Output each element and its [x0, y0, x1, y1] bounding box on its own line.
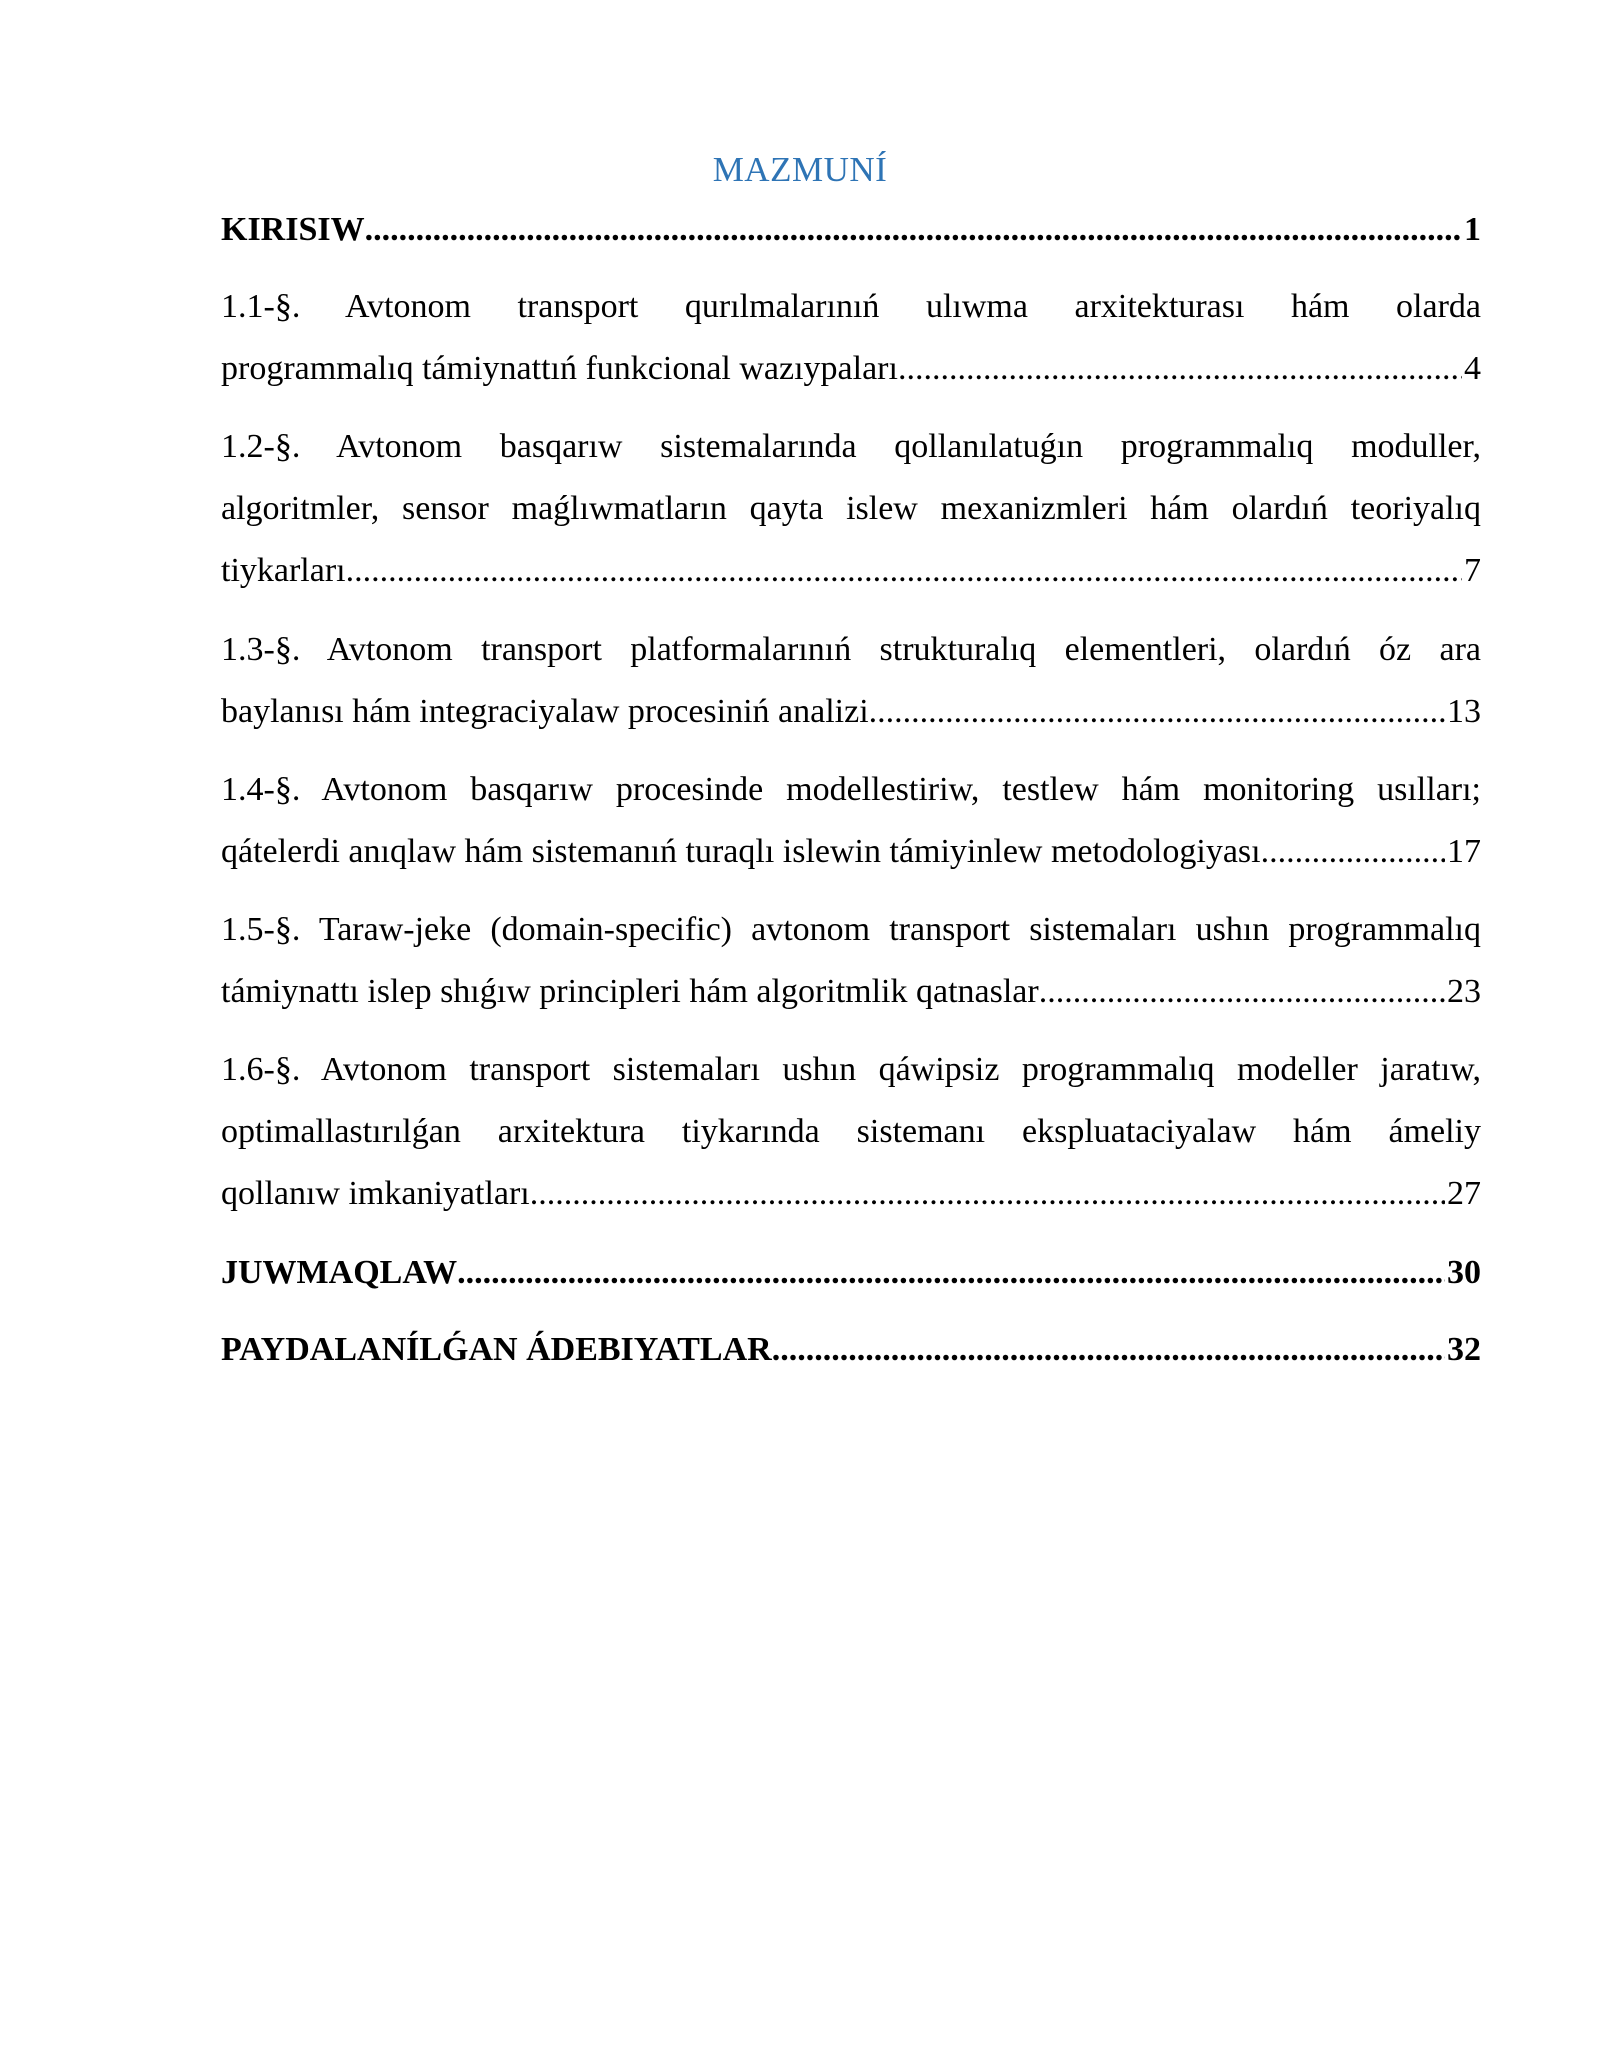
toc-entry-line: 1.6-§. Avtonom transport sistemaları ushın qáwipsiz programmalıq modeller jaratıw,	[221, 1051, 1481, 1088]
toc-entry-line: optimallastırılǵan arxitektura tiykarında sistemanı ekspluataciyalaw hám ámeliy	[221, 1113, 1481, 1150]
toc-entry-last-line	[221, 1319, 1481, 1381]
toc-entry[interactable]	[221, 619, 1481, 743]
toc-entry-line: 1.3-§. Avtonom transport platformalarınıń strukturalıq elementleri, olardıń óz ara	[221, 631, 1481, 668]
toc-page-number: 4	[1464, 350, 1481, 387]
dot-leader	[1269, 821, 1445, 883]
toc-entry[interactable]	[221, 759, 1481, 883]
toc-page-number: 32	[1447, 1331, 1481, 1368]
toc-page-number: 17	[1447, 833, 1481, 870]
toc-entry[interactable]	[221, 199, 1481, 261]
toc-entry[interactable]	[221, 899, 1481, 1023]
dot-leader	[365, 199, 1462, 261]
toc-entry-last-line	[221, 821, 1481, 883]
dot-leader	[906, 338, 1462, 400]
toc-entry[interactable]	[221, 1319, 1481, 1381]
dot-leader	[457, 1242, 1445, 1304]
toc-page-number: 1	[1464, 211, 1481, 248]
toc-page-number: 7	[1464, 552, 1481, 589]
toc-entry-text: programmalıq támiynattıń funkcional wazıypaları.	[221, 350, 907, 387]
toc-page-number: 30	[1447, 1254, 1481, 1291]
toc-entry-text: baylanısı hám integraciyalaw procesiniń analizi.	[221, 693, 878, 730]
toc-entry[interactable]	[221, 416, 1481, 602]
toc-entry-text: KIRISIW	[221, 211, 365, 248]
toc-page-number: 23	[1447, 973, 1481, 1010]
toc-entry-last-line	[221, 1242, 1481, 1304]
toc-entry-last-line	[221, 681, 1481, 743]
toc-entry-line: 1.2-§. Avtonom basqarıw sistemalarında qollanılatuǵın programmalıq moduller,	[221, 428, 1481, 465]
toc-entry-last-line	[221, 199, 1481, 261]
toc-entry-text: PAYDALANÍLǴAN ÁDEBIYATLAR.	[221, 1331, 781, 1368]
dot-leader	[538, 1163, 1445, 1225]
toc-entry-text: qollanıw imkaniyatları.	[221, 1175, 539, 1212]
toc-entry-last-line	[221, 540, 1481, 602]
toc-entry-line: 1.4-§. Avtonom basqarıw procesinde modellestiriw, testlew hám monitoring usılları;	[221, 771, 1481, 808]
toc-entry[interactable]	[221, 1242, 1481, 1304]
dot-leader	[877, 681, 1445, 743]
dot-leader	[354, 540, 1462, 602]
toc-entry-last-line	[221, 961, 1481, 1023]
toc-entry-line: algoritmler, sensor maǵlıwmatların qayta islew mexanizmleri hám olardıń teoriyalıq	[221, 490, 1481, 527]
toc-page-number: 13	[1447, 693, 1481, 730]
toc-entry-last-line	[221, 338, 1481, 400]
toc-entry[interactable]	[221, 276, 1481, 400]
toc-entry-text: tiykarları.	[221, 552, 355, 589]
toc-title: MAZMUNÍ	[712, 150, 888, 189]
toc-entry-text: támiynattı islep shıǵıw principleri hám algoritmlik qatnaslar	[221, 973, 1039, 1010]
dot-leader	[780, 1319, 1445, 1381]
toc-entry-line: 1.1-§. Avtonom transport qurılmalarınıń ulıwma arxitekturası hám olarda	[221, 288, 1481, 325]
toc-entry-text: qátelerdi anıqlaw hám sistemanıń turaqlı islewin támiyinlew metodologiyası.	[221, 833, 1270, 870]
toc-entry-line: 1.5-§. Taraw-jeke (domain-specific) avtonom transport sistemaları ushın programmalıq	[221, 911, 1481, 948]
toc-entry-last-line	[221, 1163, 1481, 1225]
toc-entry-text: JUWMAQLAW	[221, 1254, 458, 1291]
toc-entry[interactable]	[221, 1039, 1481, 1225]
dot-leader	[1039, 961, 1445, 1023]
toc-page-number: 27	[1447, 1175, 1481, 1212]
